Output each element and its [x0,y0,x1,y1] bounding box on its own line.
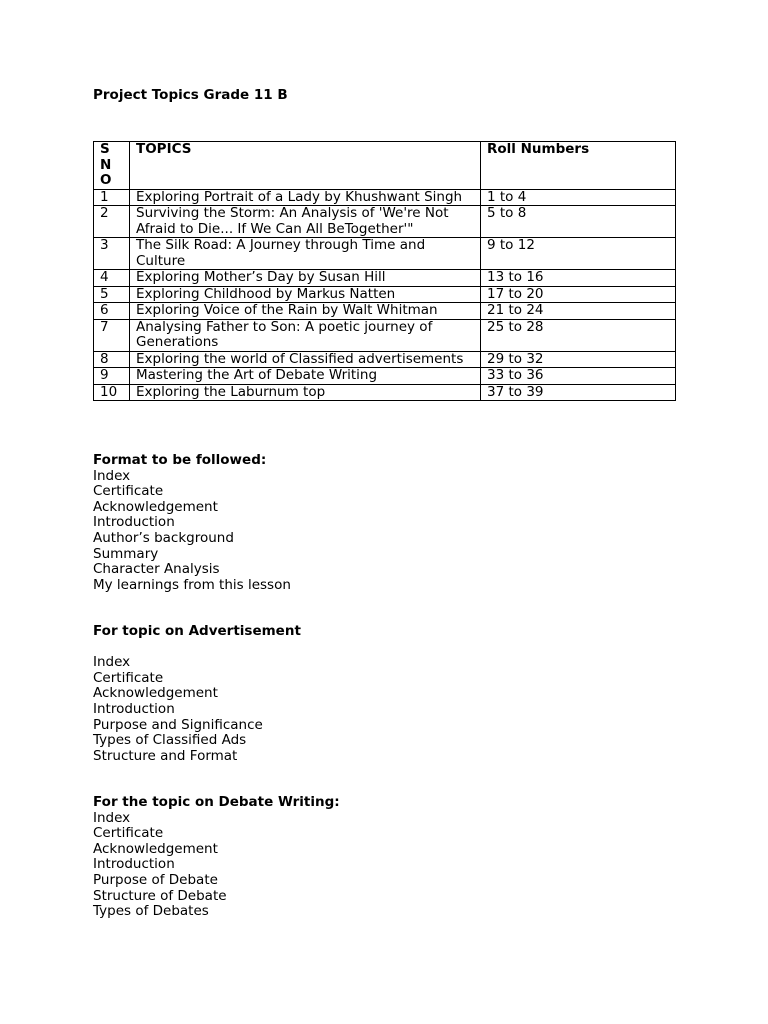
sno-cell: 1 [94,189,130,206]
topic-cell: Analysing Father to Son: A poetic journey of Generations [130,319,481,351]
list-item: Certificate [93,483,164,500]
list-item: Index [93,654,131,671]
list-item: Acknowledgement [93,498,218,515]
list-item: Introduction [93,700,175,717]
list-item: Character Analysis [93,561,220,578]
list-item: Author’s background [93,529,234,546]
roll-cell: 37 to 39 [481,384,676,401]
format-section [93,453,291,593]
topic-cell: Exploring Voice of the Rain by Walt Whitman [130,303,481,320]
sno-header-letter: N [100,156,112,173]
sno-header-letter: O [100,172,112,188]
sno-cell: 10 [94,384,130,401]
roll-cell: 9 to 12 [481,238,676,270]
list-item: Index [93,809,131,826]
list-item: Purpose of Debate [93,871,218,888]
sno-cell: 7 [94,319,130,351]
topic-cell: Exploring the world of Classified advertisements [130,351,481,368]
sno-cell: 3 [94,238,130,270]
list-item: Acknowledgement [93,685,218,702]
format-heading: Format to be followed: [93,452,267,468]
sno-cell: 8 [94,351,130,368]
list-item: My learnings from this lesson [93,576,291,593]
roll-cell: 13 to 16 [481,270,676,287]
list-item: Introduction [93,856,175,873]
sno-cell: 6 [94,303,130,320]
topic-cell: Mastering the Art of Debate Writing [130,368,481,385]
list-item: Summary [93,545,159,562]
spacer [93,640,301,656]
sno-cell: 9 [94,368,130,385]
topics-table [93,141,676,401]
table-row [94,351,676,368]
sno-cell: 5 [94,286,130,303]
topic-cell: Surviving the Storm: An Analysis of 'We're Not Afraid to Die... If We Can All BeTogether'" [130,206,481,238]
table-row [94,384,676,401]
debate-heading: For the topic on Debate Writing: [93,794,340,810]
roll-cell: 5 to 8 [481,206,676,238]
table-row [94,319,676,351]
list-item: Purpose and Significance [93,716,263,733]
topic-cell: Exploring the Laburnum top [130,384,481,401]
roll-cell: 33 to 36 [481,368,676,385]
topic-cell: Exploring Portrait of a Lady by Khushwant Singh [130,189,481,206]
topic-cell: The Silk Road: A Journey through Time and Culture [130,238,481,270]
sno-header [94,142,130,190]
sno-cell: 2 [94,206,130,238]
table-row [94,270,676,287]
table-row [94,368,676,385]
table-row [94,286,676,303]
debate-section [93,795,340,920]
list-item: Structure and Format [93,747,238,764]
table-row [94,303,676,320]
roll-cell: 17 to 20 [481,286,676,303]
sno-cell: 4 [94,270,130,287]
sno-header-letter: S [100,141,110,157]
roll-cell: 25 to 28 [481,319,676,351]
list-item: Introduction [93,514,175,531]
roll-header: Roll Numbers [481,142,676,190]
topic-cell: Exploring Mother’s Day by Susan Hill [130,270,481,287]
roll-cell: 29 to 32 [481,351,676,368]
list-item: Types of Debates [93,903,209,920]
table-header-row [94,142,676,190]
roll-cell: 21 to 24 [481,303,676,320]
list-item: Index [93,467,131,484]
advertisement-heading: For topic on Advertisement [93,623,301,639]
table-row [94,189,676,206]
page-title: Project Topics Grade 11 B [93,87,288,103]
topics-header: TOPICS [130,142,481,190]
table-row [94,206,676,238]
table-row [94,238,676,270]
advertisement-section [93,624,301,764]
topic-cell: Exploring Childhood by Markus Natten [130,286,481,303]
list-item: Types of Classified Ads [93,732,247,749]
list-item: Acknowledgement [93,840,218,857]
list-item: Structure of Debate [93,887,227,904]
roll-cell: 1 to 4 [481,189,676,206]
list-item: Certificate [93,825,164,842]
list-item: Certificate [93,669,164,686]
